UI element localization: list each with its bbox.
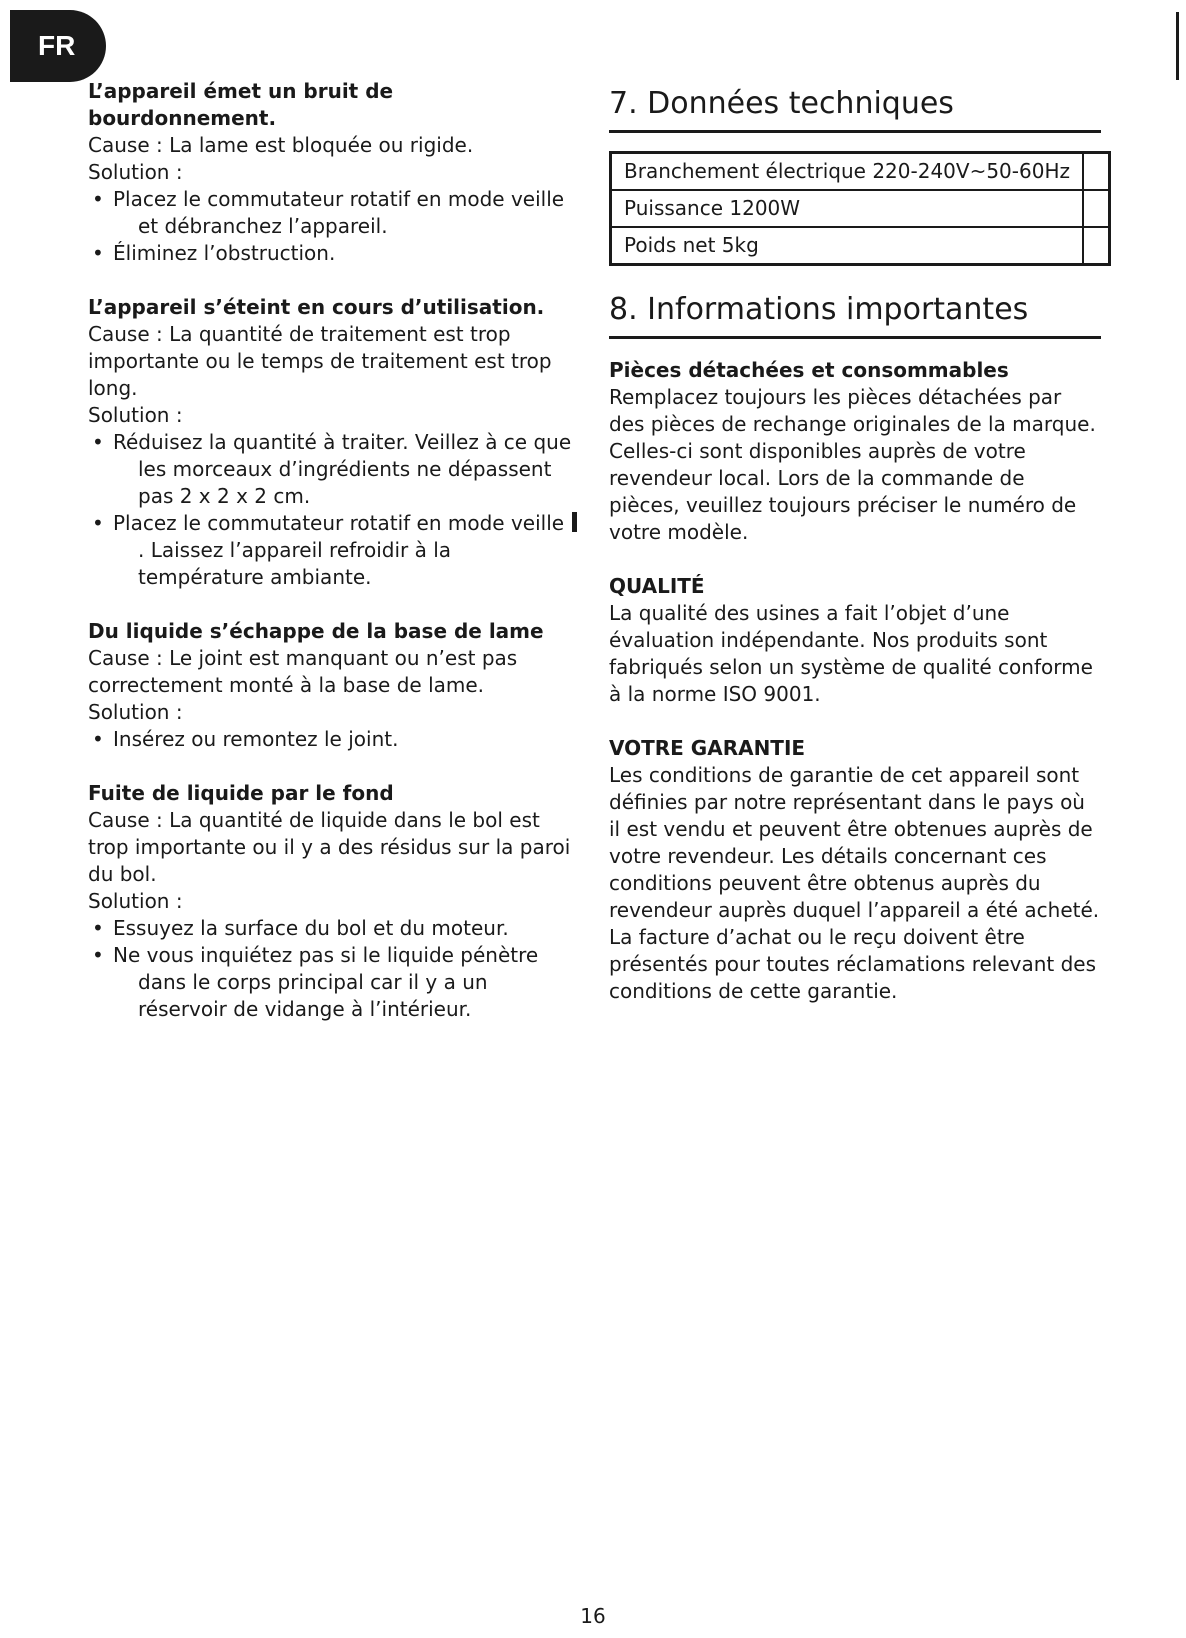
warranty-section xyxy=(609,735,1101,1005)
spare-parts-section xyxy=(609,357,1101,546)
page-edge-mark xyxy=(1176,12,1179,80)
issue-bottom-leak xyxy=(88,780,578,1023)
list-item xyxy=(88,510,578,591)
quality-section xyxy=(609,573,1101,708)
list-item: • Insérez ou remontez le joint. xyxy=(88,726,578,753)
table-cell: Poids net 5kg xyxy=(611,227,1084,265)
chapter-title-technical-data: 7. Données techniques xyxy=(609,78,1101,133)
list-item: • Placez le commutateur rotatif en mode veille et débranchez l’appareil. xyxy=(88,186,578,240)
issue-cause: Cause : La lame est bloquée ou rigide. xyxy=(88,133,474,157)
table-row xyxy=(611,190,1110,227)
standby-mode-icon xyxy=(572,512,577,532)
list-item-text: . Laissez l’appareil refroidir à la température ambiante. xyxy=(138,538,452,589)
table-row xyxy=(611,227,1110,265)
section-text: La qualité des usines a fait l’objet d’une évaluation indépendante. Nos produits sont fabriqués selon un système de qualité conforme à la norme ISO 9001. xyxy=(609,601,1093,706)
issue-cause: Cause : La quantité de traitement est trop importante ou le temps de traitement est trop long. xyxy=(88,322,552,400)
list-item-text: Placez le commutateur rotatif en mode veille xyxy=(113,511,571,535)
section-heading: Pièces détachées et consommables xyxy=(609,358,1009,382)
section-heading: QUALITÉ xyxy=(609,574,705,598)
solution-list xyxy=(88,429,578,591)
table-cell xyxy=(1083,227,1110,265)
solution-label: Solution : xyxy=(88,700,183,724)
chapter-title-important-info: 8. Informations importantes xyxy=(609,284,1101,339)
language-tab: FR xyxy=(10,10,106,82)
issue-shutdown xyxy=(88,294,578,591)
table-cell: Puissance 1200W xyxy=(611,190,1084,227)
list-item: • Éliminez l’obstruction. xyxy=(88,240,578,267)
table-row xyxy=(611,153,1110,191)
list-item: • Réduisez la quantité à traiter. Veillez à ce que les morceaux d’ingrédients ne dépassent pas 2 x 2 x 2 cm. xyxy=(88,429,578,510)
solution-list xyxy=(88,726,578,753)
right-column xyxy=(609,78,1101,1032)
section-text: Remplacez toujours les pièces détachées par des pièces de rechange originales de la marque. Celles-ci sont disponibles auprès de votre revendeur local. Lors de la commande de pièces, veuillez toujours préciser le numéro de votre modèle. xyxy=(609,385,1096,544)
issue-heading: Fuite de liquide par le fond xyxy=(88,781,394,805)
solution-label: Solution : xyxy=(88,403,183,427)
solution-list xyxy=(88,915,578,1023)
table-cell xyxy=(1083,190,1110,227)
left-column xyxy=(88,78,578,1050)
table-cell xyxy=(1083,153,1110,191)
solution-label: Solution : xyxy=(88,160,183,184)
technical-data-table xyxy=(609,151,1111,266)
issue-heading: Du liquide s’échappe de la base de lame xyxy=(88,619,544,643)
issue-heading: L’appareil émet un bruit de bourdonnement. xyxy=(88,79,394,130)
issue-buzzing xyxy=(88,78,578,267)
list-item: • Essuyez la surface du bol et du moteur. xyxy=(88,915,578,942)
issue-cause: Cause : Le joint est manquant ou n’est pas correctement monté à la base de lame. xyxy=(88,646,518,697)
issue-heading: L’appareil s’éteint en cours d’utilisation. xyxy=(88,295,545,319)
section-heading: VOTRE GARANTIE xyxy=(609,736,806,760)
solution-list xyxy=(88,186,578,267)
section-text: Les conditions de garantie de cet appareil sont définies par notre représentant dans le pays où il est vendu et peuvent être obtenues auprès de votre revendeur. Les détails concernant ces conditions peuvent être obtenus auprès du revendeur auprès duquel l’appareil a été acheté. La facture d’achat ou le reçu doivent être présentés pour toutes réclamations relevant des conditions de cette garantie. xyxy=(609,763,1100,1003)
table-cell: Branchement électrique 220-240V~50-60Hz xyxy=(611,153,1084,191)
list-item: • Ne vous inquiétez pas si le liquide pénètre dans le corps principal car il y a un réservoir de vidange à l’intérieur. xyxy=(88,942,578,1023)
issue-blade-leak xyxy=(88,618,578,753)
issue-cause: Cause : La quantité de liquide dans le bol est trop importante ou il y a des résidus sur la paroi du bol. xyxy=(88,808,571,886)
page-number: 16 xyxy=(580,1604,606,1628)
solution-label: Solution : xyxy=(88,889,183,913)
